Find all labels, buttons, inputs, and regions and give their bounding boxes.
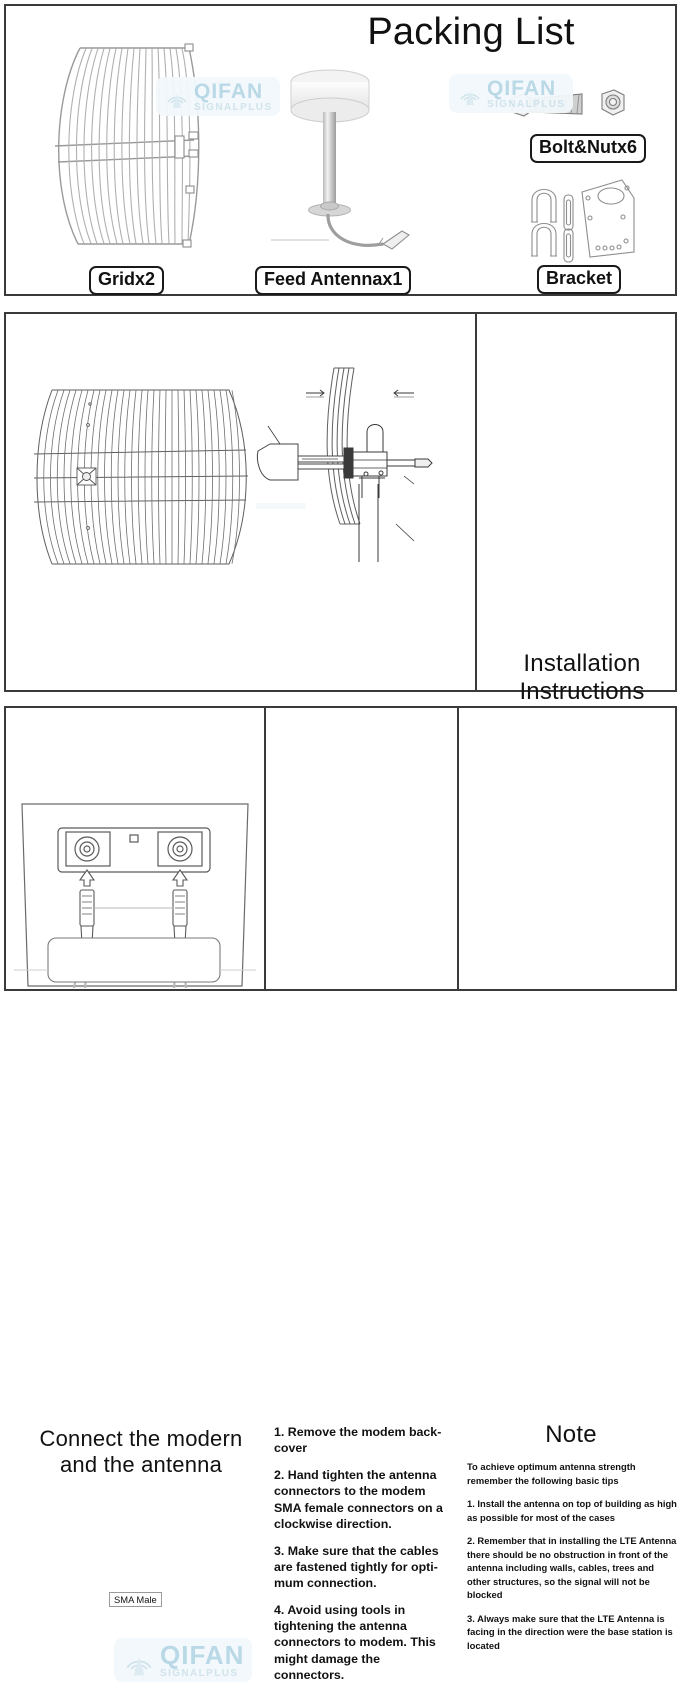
packing-list-title: Packing List <box>367 11 575 53</box>
installation-title <box>486 650 678 706</box>
grid-reflector-illustration <box>34 28 214 263</box>
signal-tower-icon <box>122 1645 156 1677</box>
connect-panel <box>4 706 677 1682</box>
bracket-illustration <box>510 174 660 264</box>
connect-title <box>22 1426 260 1479</box>
watermark-sub: SIGNALPLUS <box>194 102 273 113</box>
figure-1-assembled-grid <box>24 382 274 572</box>
panel-divider <box>264 708 266 989</box>
note-item: 2. Remember that in installing the LTE Antenna there should be no obstruction in front of the antenna including walls, cables, trees and other structures, so the signal will not be blocked <box>467 1535 677 1601</box>
connect-title-line1: Connect the modern <box>39 1426 243 1451</box>
caption-feed-antenna: Feed Antennax1 <box>255 266 411 295</box>
connect-step: 4. Avoid using tools in tightening the antenna connectors to modem. This might damage the connectors. <box>274 1603 436 1682</box>
connect-step: 3. Make sure that the cables are fastened tightly for opti-mum connection. <box>274 1543 439 1590</box>
installation-panel <box>4 312 677 705</box>
bolt-and-nut-illustration <box>506 84 636 132</box>
note-intro: To achieve optimum antenna strength remember the following basic tips <box>467 1461 636 1486</box>
note-item: 1. Install the antenna on top of building as high as possible for most of the cases <box>467 1498 677 1523</box>
watermark-qifan <box>114 1638 252 1682</box>
installation-title-line1: Installation <box>523 650 641 677</box>
modem-connection-illustration <box>14 790 256 988</box>
panel-divider <box>457 708 459 989</box>
caption-grid: Gridx2 <box>89 266 164 295</box>
feed-antenna-illustration <box>259 64 444 262</box>
installation-title-line2: Instructions <box>519 677 645 705</box>
packing-list-panel <box>4 4 677 296</box>
caption-bolt-and-nut: Bolt&Nutx6 <box>530 134 646 163</box>
connect-title-line2: and the antenna <box>59 1452 223 1478</box>
watermark-sub: SIGNALPLUS <box>160 1668 239 1679</box>
watermark-main: QIFAN <box>160 1640 245 1670</box>
watermark-sub: SIGNALPLUS <box>487 99 566 110</box>
caption-bracket: Bracket <box>537 265 621 294</box>
connect-step: 1. Remove the modem back-cover <box>274 1425 442 1456</box>
watermark-main: QIFAN <box>487 77 557 100</box>
note-item: 3. Always make sure that the LTE Antenna is facing in the direction were the base station is located <box>467 1612 673 1651</box>
connect-steps-list <box>274 1424 452 1694</box>
watermark-main: QIFAN <box>194 80 264 103</box>
connect-step: 2. Hand tighten the antenna connectors to the modem SMA female connectors on a clockwise direction. <box>274 1468 443 1531</box>
diagram-label-sma-male: SMA Male <box>109 1592 162 1607</box>
note-body <box>467 1460 677 1662</box>
note-title: Note <box>545 1421 597 1448</box>
signal-tower-icon <box>457 82 483 106</box>
figure-2-side-assembly <box>246 356 476 586</box>
